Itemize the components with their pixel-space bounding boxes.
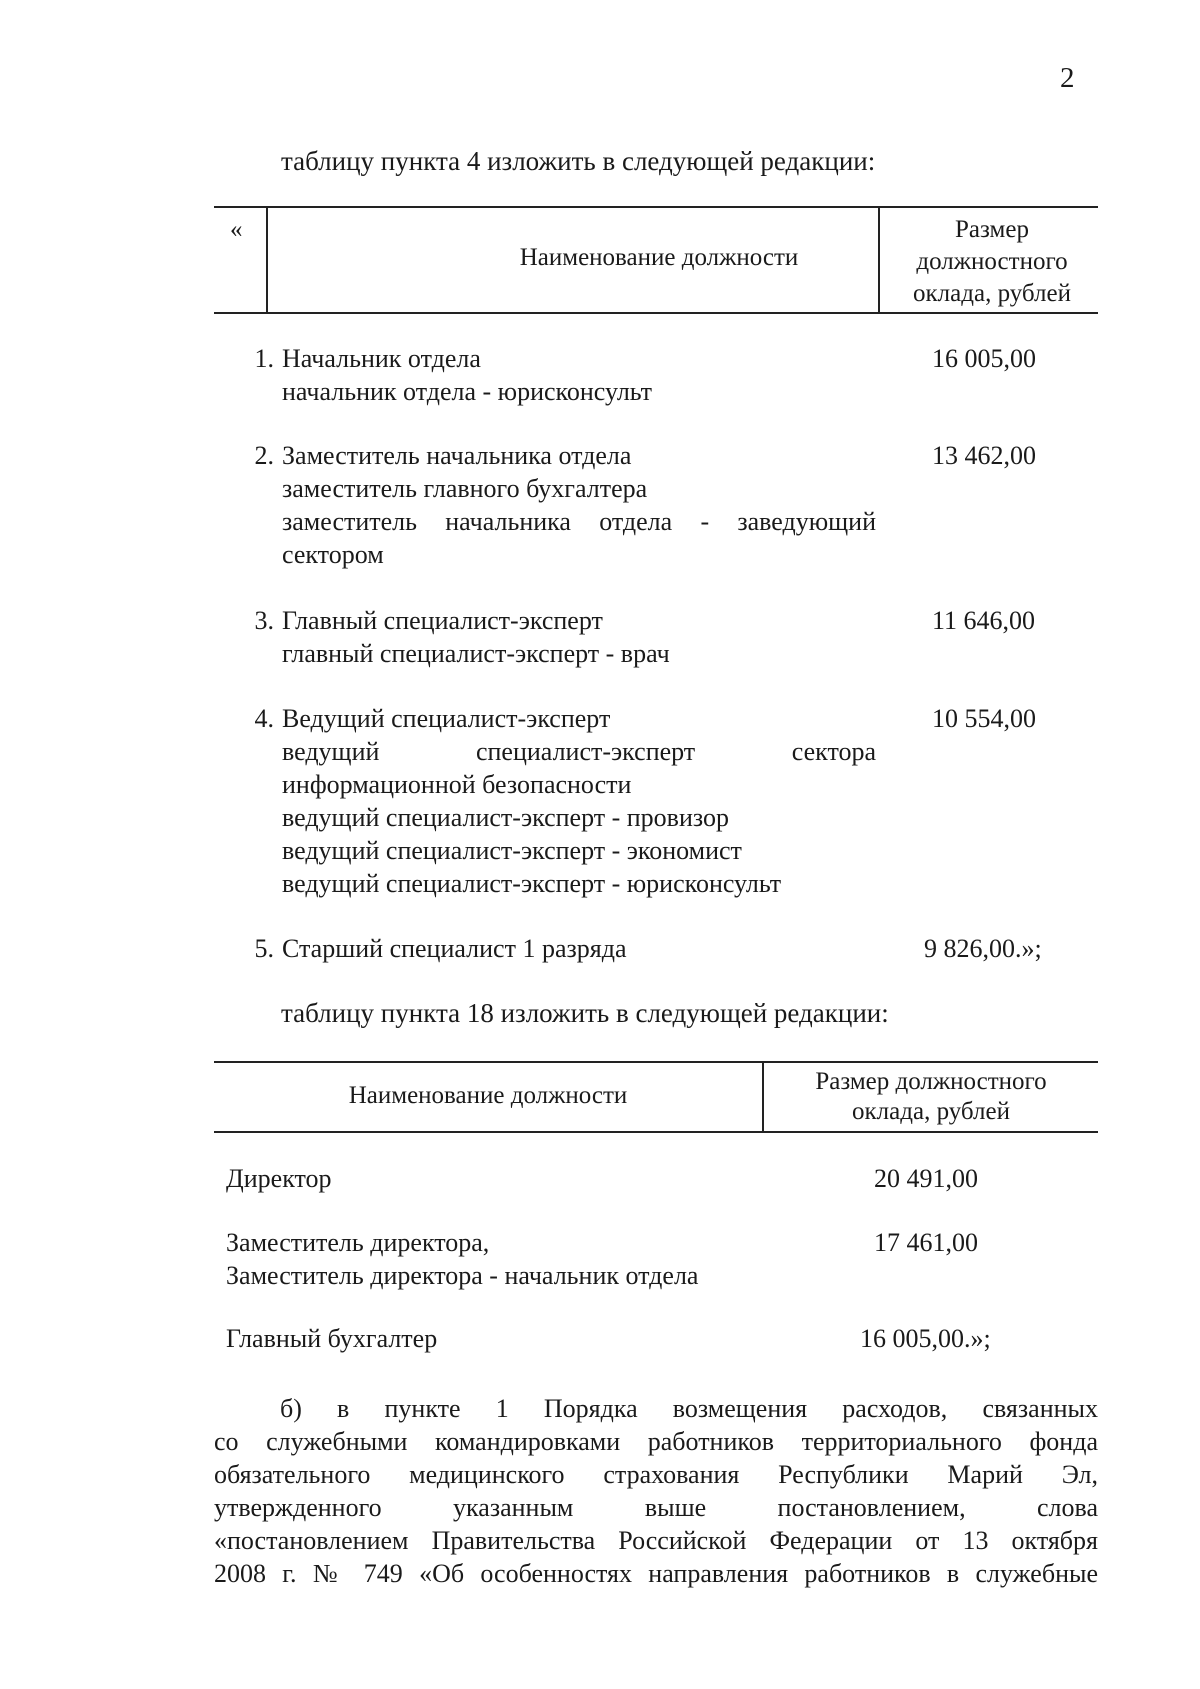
row-position-names: Заместитель директора, Заместитель директора - начальник отдела xyxy=(226,1228,699,1290)
row-position-names: Директор xyxy=(226,1164,332,1193)
table2-header xyxy=(214,1061,1098,1133)
table2-header-name: Наименование должности xyxy=(348,1082,628,1109)
row-salary: 13 462,00 xyxy=(932,441,1036,470)
row-salary: 16 005,00 xyxy=(932,344,1036,373)
row-salary: 17 461,00 xyxy=(874,1228,978,1257)
row-position-names: Главный специалист-эксперт главный специалист-эксперт - врач xyxy=(282,606,670,668)
page-number: 2 xyxy=(1060,62,1075,94)
body-paragraph: б) в пункте 1 Порядка возмещения расходов, связанных со служебными командировками работников территориального фонда обязательного медицинского страхования Республики Марий Эл, утвержденного указанным выше постановлением, слова «постановлением Правительства Российской Федерации от 13 октября 2008 г. № 749 «Об особенностях направления работников в служебные xyxy=(214,1394,1098,1588)
table1-intro: таблицу пункта 4 изложить в следующей редакции: xyxy=(281,146,876,176)
row-salary: 20 491,00 xyxy=(874,1164,978,1193)
row-position-names: Старший специалист 1 разряда xyxy=(282,934,627,963)
table1-header xyxy=(214,206,1098,314)
row-number: 1. xyxy=(254,344,274,373)
row-position-names: Главный бухгалтер xyxy=(226,1324,438,1353)
open-quote: « xyxy=(230,216,243,243)
table1-header-name: Наименование должности xyxy=(519,244,799,271)
table2-header-size: Размер должностного оклада, рублей xyxy=(815,1068,1047,1125)
row-number: 3. xyxy=(254,606,274,635)
table1-header-size: Размер должностного оклада, рублей xyxy=(913,216,1071,307)
row-number: 2. xyxy=(254,441,274,470)
row-position-names: Начальник отдела начальник отдела - юрисконсульт xyxy=(282,344,653,406)
row-salary: 16 005,00.»; xyxy=(860,1324,991,1353)
row-salary: 11 646,00 xyxy=(932,606,1036,635)
row-number: 5. xyxy=(254,934,274,963)
row-salary: 10 554,00 xyxy=(932,704,1036,733)
row-position-names: Заместитель начальника отдела заместитель главного бухгалтера заместитель начальника отдела - заведующий сектором xyxy=(282,441,876,569)
row-salary: 9 826,00.»; xyxy=(924,934,1042,963)
row-number: 4. xyxy=(254,704,274,733)
table2-intro: таблицу пункта 18 изложить в следующей редакции: xyxy=(281,998,889,1028)
row-position-names: Ведущий специалист-эксперт ведущий специалист-эксперт сектора информационной безопасности ведущий специалист-эксперт - провизор ведущий специалист-эксперт - экономист ведущий специалист-эксперт - юрисконсульт xyxy=(282,704,876,898)
